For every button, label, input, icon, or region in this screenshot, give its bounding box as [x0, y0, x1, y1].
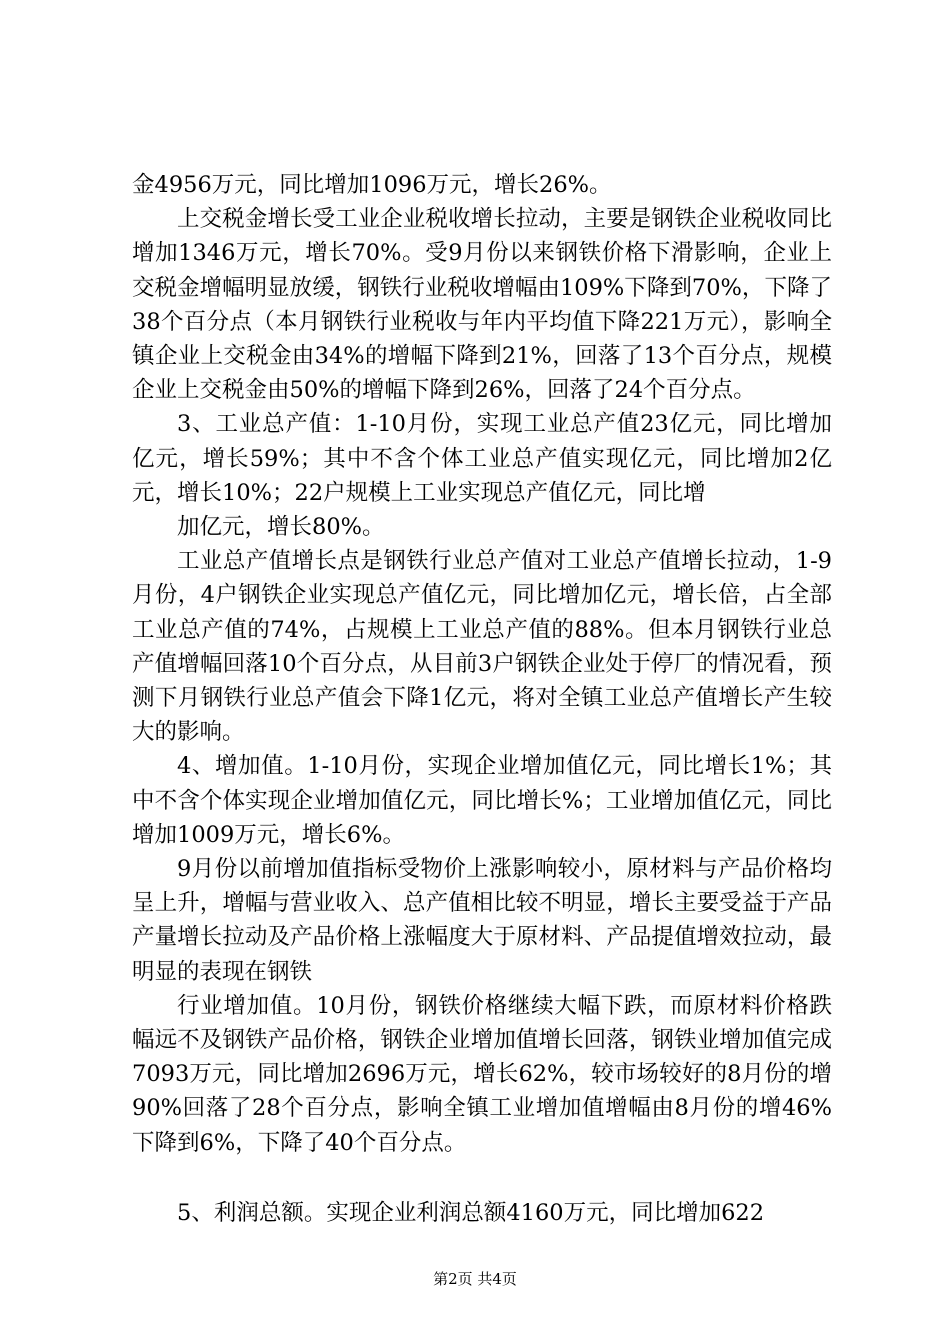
paragraph-total-profit: 5、利润总额。实现企业利润总额4160万元，同比增加622 [177, 1199, 765, 1226]
paragraph-tax-total: 金4956万元，同比增加1096万元，增长26%。 [132, 172, 612, 198]
page-footer: 第2页 共4页 [433, 1270, 517, 1288]
paragraph-steel-value-added: 行业增加值。10月份，钢铁价格继续大幅下跌，而原材料价格跌幅远不及钢铁产品价格，钢铁企业增加值增长回落，钢铁业增加值完成7093万元，同比增加2696万元，增长62%，较市场较好的8月份的增90%回落了28个百分点，影响全镇工业增加值增幅由8月份的增46%下降到6%，下降了40个百分点。 [132, 992, 832, 1156]
paragraph-value-added: 4、增加值。1-10月份，实现企业增加值亿元，同比增长1%；其中不含个体实现企业增加值亿元，同比增长%；工业增加值亿元，同比增加1009万元，增长6%。 [132, 753, 832, 848]
document-body [132, 168, 832, 1230]
paragraph-value-added-analysis: 9月份以前增加值指标受物价上涨影响较小，原材料与产品价格均呈上升，增幅与营业收入、总产值相比较不明显，增长主要受益于产品产量增长拉动及产品价格上涨幅度大于原材料、产品提值增效拉动，最明显的表现在钢铁 [132, 856, 832, 985]
paragraph-industrial-output: 3、工业总产值：1-10月份，实现工业总产值23亿元，同比增加亿元，增长59%；其中不含个体工业总产值实现亿元，同比增加2亿元，增长10%；22户规模上工业实现总产值亿元，同比增 [132, 411, 832, 506]
paragraph-tax-growth: 上交税金增长受工业企业税收增长拉动，主要是钢铁企业税收同比增加1346万元，增长70%。受9月份以来钢铁价格下滑影响，企业上交税金增幅明显放缓，钢铁行业税收增幅由109%下降到70%，下降了38个百分点（本月钢铁行业税收与年内平均值下降221万元），影响全镇企业上交税金由34%的增幅下降到21%，回落了13个百分点，规模企业上交税金由50%的增幅下降到26%，回落了24个百分点。 [132, 206, 832, 404]
paragraph-industrial-output-cont: 加亿元，增长80%。 [177, 514, 385, 541]
paragraph-output-growth: 工业总产值增长点是钢铁行业总产值对工业总产值增长拉动，1-9月份，4户钢铁企业实现总产值亿元，同比增加亿元，增长倍，占全部工业总产值的74%，占规模上工业总产值的88%。但本月钢铁行业总产值增幅回落10个百分点，从目前3户钢铁企业处于停厂的情况看，预测下月钢铁行业总产值会下降1亿元，将对全镇工业总产值增长产生较大的影响。 [132, 548, 832, 746]
